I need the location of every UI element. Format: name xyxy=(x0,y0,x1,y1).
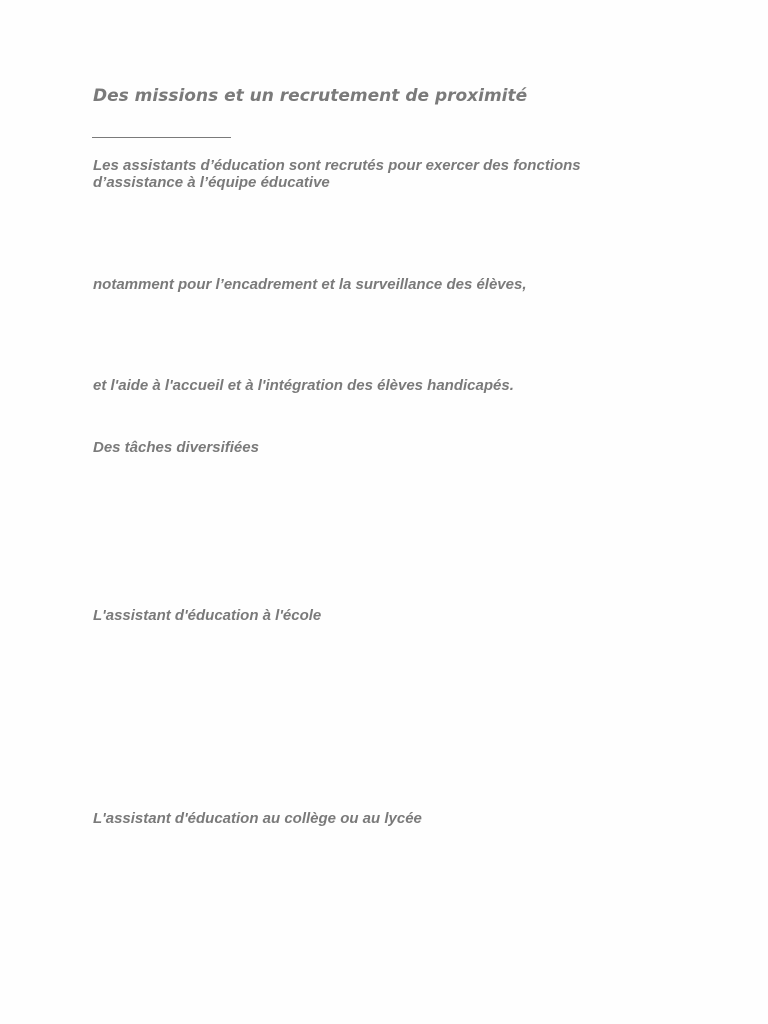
supervision-paragraph: notamment pour l’encadrement et la surveillance des élèves, xyxy=(93,276,527,293)
tasks-heading: Des tâches diversifiées xyxy=(93,439,259,456)
intro-line-2: d’assistance à l’équipe éducative xyxy=(93,174,330,191)
integration-paragraph: et l'aide à l'accueil et à l'intégration des élèves handicapés. xyxy=(93,377,514,394)
title-divider xyxy=(92,137,231,138)
intro-line-1: Les assistants d’éducation sont recrutés pour exercer des fonctions xyxy=(93,157,581,174)
school-heading: L'assistant d'éducation à l'école xyxy=(93,607,322,624)
page-title: Des missions et un recrutement de proximité xyxy=(93,86,528,106)
intro-paragraph xyxy=(93,157,581,191)
college-heading: L'assistant d'éducation au collège ou au lycée xyxy=(93,810,422,827)
